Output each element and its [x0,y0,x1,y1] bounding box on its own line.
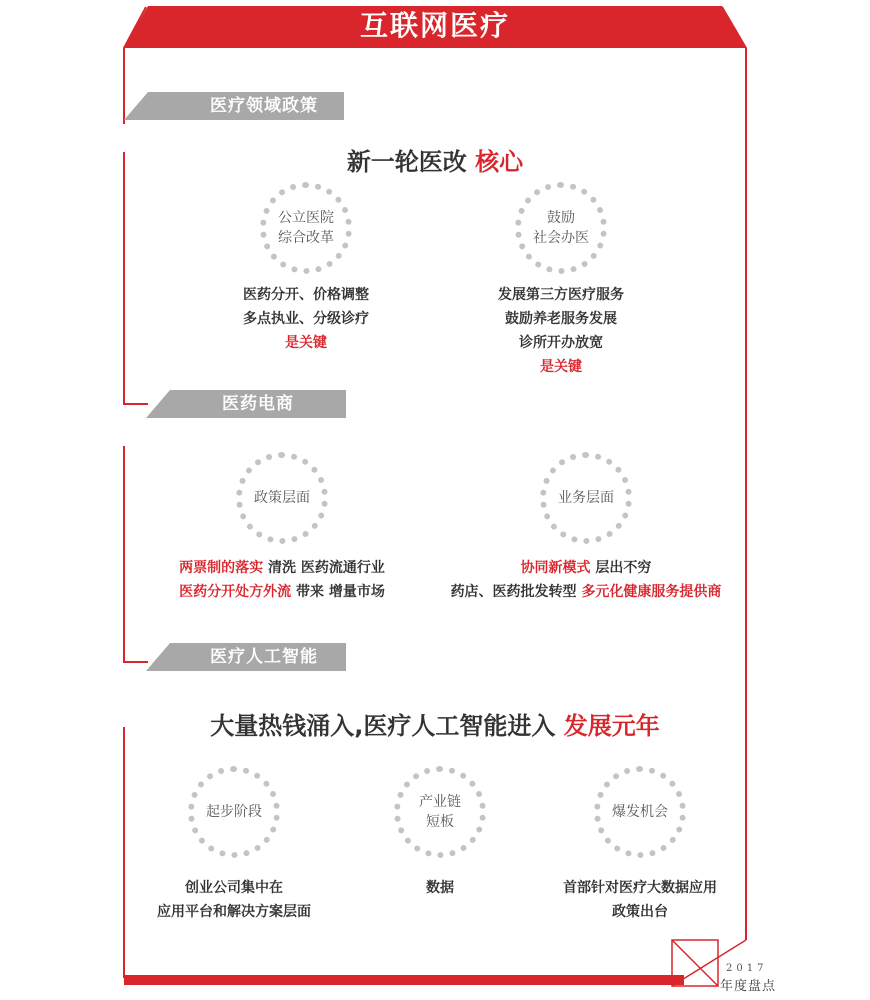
topic-desc-policy-level [142,556,422,604]
topic-circle-early-stage [188,766,280,858]
desc-line: 发展第三方医疗服务 [498,287,624,303]
circle-text: 综合改革 [278,230,334,246]
topic-circle-opportunity [594,766,686,858]
topic-desc-public-hospital [196,283,416,355]
section-label-ecommerce: 医药电商 [222,394,294,414]
topic-desc-opportunity [530,876,750,924]
desc-line: 鼓励养老服务发展 [505,311,617,327]
section-label-ai: 医疗人工智能 [210,647,318,667]
desc-highlight: 协同新模式 [520,560,591,576]
circle-text: 产业链 [419,794,461,810]
desc-line: 创业公司集中在 [185,880,283,896]
desc-highlight: 是关键 [285,335,327,351]
desc-highlight: 两票制的落实 [179,560,264,576]
desc-row [142,580,422,604]
circle-text: 鼓励 [547,210,575,226]
desc-line: 首部针对医疗大数据应用 [563,880,717,896]
desc-text: 药店、医药批发转型 [450,584,582,600]
circle-text: 政策层面 [254,490,310,506]
topic-desc-business-level [430,556,742,604]
desc-line: 多点执业、分级诊疗 [243,311,369,327]
page-title: 互联网医疗 [359,9,510,42]
heading-text: 大量热钱涌入,医疗人工智能进入 [210,712,564,740]
circle-text: 短板 [426,814,454,830]
desc-highlight: 是关键 [540,359,582,375]
topic-circle-business-level [540,452,632,544]
desc-row [142,556,422,580]
left-bracket-2 [124,446,148,662]
desc-text: 清洗 医药流通行业 [263,560,385,576]
circle-text: 起步阶段 [206,804,262,820]
heading-highlight: 核心 [475,148,524,176]
topic-desc-social-medical [451,283,671,379]
desc-row [430,580,742,604]
section-heading-policy [0,142,870,177]
logo-text: 年度盘点 [720,979,777,994]
section-label-policy: 医疗领域政策 [210,96,318,116]
bottom-bar [124,975,684,985]
desc-line: 政策出台 [612,904,668,920]
desc-line: 数据 [426,880,454,896]
heading-text: 新一轮医改 [346,148,476,176]
section-heading-ai [0,706,870,741]
topic-desc-industry-chain [380,876,500,900]
desc-line: 应用平台和解决方案层面 [157,904,311,920]
circle-text: 社会办医 [533,230,589,246]
desc-line: 医药分开、价格调整 [243,287,369,303]
topic-circle-social-medical [515,182,607,274]
topic-circle-public-hospital [260,182,352,274]
desc-highlight: 多元化健康服务提供商 [581,584,722,600]
logo-year: 2017 [726,963,768,974]
circle-text: 爆发机会 [612,804,668,820]
desc-line: 诊所开办放宽 [519,335,603,351]
heading-highlight: 发展元年 [563,712,660,740]
circle-text: 公立医院 [278,210,334,226]
topic-circle-industry-chain [394,766,486,858]
desc-highlight: 医药分开处方外流 [179,584,292,600]
topic-desc-early-stage [114,876,354,924]
desc-text: 带来 增量市场 [291,584,385,600]
circle-text: 业务层面 [558,490,614,506]
desc-row [430,556,742,580]
topic-circle-policy-level [236,452,328,544]
left-bracket-1 [124,152,148,404]
desc-text: 层出不穷 [590,560,652,576]
